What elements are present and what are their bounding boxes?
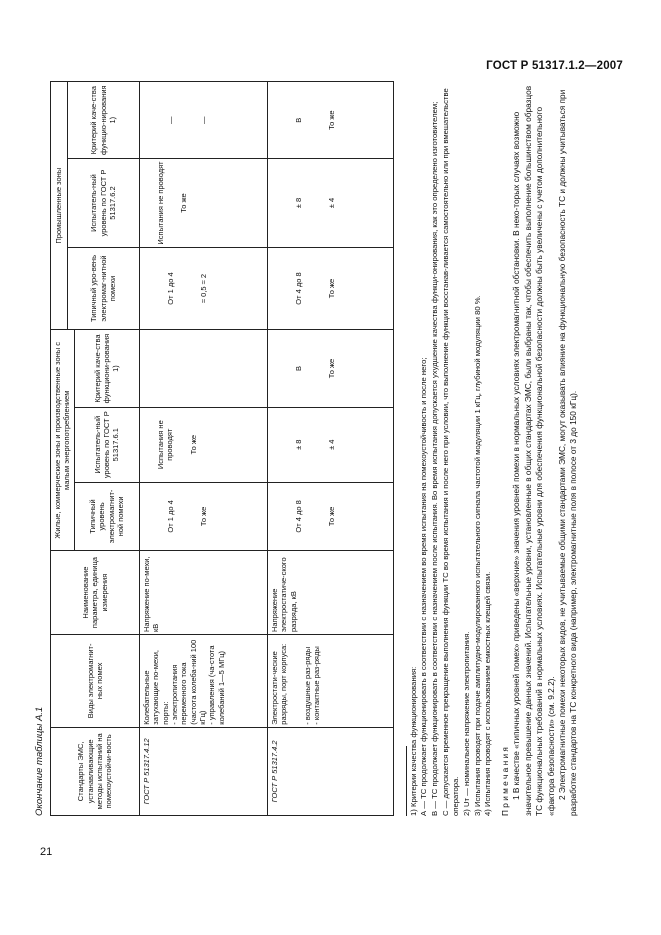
type-b: - контактные раз-ряды: [311, 646, 321, 725]
footnote-1-c: С — допускается временное прекращение выполнения функции ТС во время испытания и после него при условии, что выполнение функции восстанав-ливается самостоятельно или при вмешательстве оператора.: [440, 88, 461, 816]
value-b: То же: [327, 358, 337, 379]
cell-criterion-2: [139, 82, 267, 159]
col-header-criterion-2: Критерий каче-ства функцио-нирования 1): [68, 82, 140, 159]
cell-typical-1: [139, 482, 267, 550]
cell-criterion-1: [267, 330, 393, 407]
col-header-typical-level-1: Типичный уровень электромагнит-ной помехи: [74, 482, 139, 550]
cell-criterion-1: [139, 330, 267, 407]
value-a: Испытания не проводят: [155, 420, 175, 470]
rotated-content: [34, 81, 620, 816]
cell-standard: ГОСТ Р 51317.4.12: [139, 727, 267, 815]
value-a: В: [293, 117, 303, 123]
table-notes: [406, 81, 580, 816]
document-header: ГОСТ Р 51317.1.2—2007: [486, 60, 623, 72]
value-b: То же: [327, 506, 337, 527]
cell-test-2: [139, 159, 267, 247]
type-main: Электростати-ческие разряды, порт корпуса:: [269, 643, 289, 725]
value-a: ± 8: [293, 197, 303, 209]
table-row: [267, 82, 393, 816]
table-continuation-caption: Окончание таблицы А.1: [34, 706, 45, 816]
value-a: От 1 до 4: [165, 272, 175, 305]
footnote-2: 2) Uт — номинальное напряжение электропитания.: [461, 631, 471, 816]
type-b: - управления (ча-стота колебаний 1—5 МГц): [207, 645, 226, 725]
col-header-interference-type: Виды электромагнит-ных помех: [51, 635, 140, 728]
cell-test-1: [139, 407, 267, 482]
type-a: - воздушные раз-ряды: [302, 646, 312, 725]
page-number: 21: [40, 846, 53, 858]
type-a: - электропитания переменного тока (частота колеба-ний 100 кГц): [169, 639, 207, 725]
value-b: ± 4: [327, 439, 337, 450]
cell-parameter: Напряжение по-мехи, кВ: [139, 551, 267, 635]
standards-table: [50, 81, 394, 816]
col-header-standards: Стандарты ЭМС, устанавливающие методы испытаний на помехоустойчи-вость: [51, 727, 140, 815]
col-header-typical-level-2: Типичный уро-вень электромаг-нитной помехи: [68, 247, 140, 330]
value-b: ≈ 0,5 ≈ 2: [199, 273, 209, 304]
value-a: В: [293, 366, 303, 372]
notes-title: П р и м е ч а н и я: [499, 747, 510, 816]
col-header-test-level-2: Испытатель-ный уровень по ГОСТ Р 51317.6.2: [68, 159, 140, 247]
value-a: От 4 до 8: [293, 500, 303, 533]
footnote-4: 4) Испытания проводят с использованием емкостных клещей связи.: [483, 571, 493, 816]
type-main: Колебательные затухающие по-мехи, порты:: [141, 650, 170, 725]
cell-typical-2: [139, 247, 267, 330]
cell-criterion-2: [267, 82, 393, 159]
col-header-test-level-1: Испытатель-ный уровень по ГОСТ Р 51317.6.1: [74, 407, 139, 482]
value-a: От 1 до 4: [165, 500, 175, 533]
col-header-parameter: Наименование параметра, единица измерения: [51, 551, 140, 635]
cell-standard: ГОСТ Р 51317.4.2: [267, 727, 393, 815]
value-a: Испытания не проводят: [155, 161, 165, 245]
value-b: То же: [199, 506, 209, 527]
value-b: То же: [327, 278, 337, 299]
note-2: 2 Электромагнитные помехи некоторых видов, не учитываемые общими стандартами ЭМС, могут оказывать влияние на функциональную безопасность ТС и должны учитываться при разработке стандартов на ТС конкретного вида (например, электромагнитные поля в полосе от 3 до 150 кГц).: [556, 89, 579, 816]
value-b: То же: [327, 110, 337, 130]
cell-typical-1: [267, 482, 393, 550]
cell-typical-2: [267, 247, 393, 330]
col-header-criterion-1: Критерий каче-ства функциони-рования 1): [74, 330, 139, 407]
col-header-group-industrial: Промышленные зоны: [51, 82, 68, 330]
value-a: От 4 до 8: [293, 272, 303, 305]
value-a: ± 8: [293, 439, 303, 450]
cell-interference-type: [139, 635, 267, 728]
footnote-1-b: В — ТС продолжает функционировать в соответствии с назначением после испытания. Во время испытания допускается ухудшение качества функци-онирования, как это определено изготовителем;: [430, 101, 439, 816]
cell-interference-type: [267, 635, 393, 728]
value-a: —: [165, 116, 175, 124]
footnote-divider: [406, 746, 407, 816]
footnote-1-a: А — ТС продолжает функционировать в соответствии с назначением во время испытания на помехоустойчивость и после него;: [419, 357, 429, 816]
cell-test-2: [267, 159, 393, 247]
value-b: —: [199, 116, 209, 124]
note-1: 1 В качестве «типичных уровней помех» приведены «верхние» значения уровней помехи в нормальных условиях электромагнитной обстановки. В неко-торых случаях возможно значительное превышение данных значений. Испытательные уровни, установленные в общих стандартах ЭМС, были выбраны так, чтобы обеспечить выполнение большинством образцов ТС функциональных требований в нормальных условиях. Испытательные уровни для обеспечения функциональной безопасности должны быть увеличены с учетом дополнительного «фактора безопасности» (см. 9.2.2).: [511, 85, 556, 816]
cell-parameter: Напряжение электростатиче-ского разряда, кВ: [267, 551, 393, 635]
value-b: То же: [179, 193, 189, 213]
footnote-3: 3) Испытания проводят при подаче амплитудно-модулированного испытательного сигнала частотой модуляции 1 кГц, глубиной модуляции 80 %.: [472, 295, 482, 816]
value-b: ± 4: [327, 197, 337, 209]
table-row: [139, 82, 267, 816]
cell-test-1: [267, 407, 393, 482]
footnote-1-title: 1) Критерии качества функционирования:: [408, 666, 418, 816]
value-b: То же: [188, 434, 198, 455]
col-header-group-residential: Жилые, коммерческие зоны и производственные зоны с малым энергопотреблением: [51, 330, 75, 551]
